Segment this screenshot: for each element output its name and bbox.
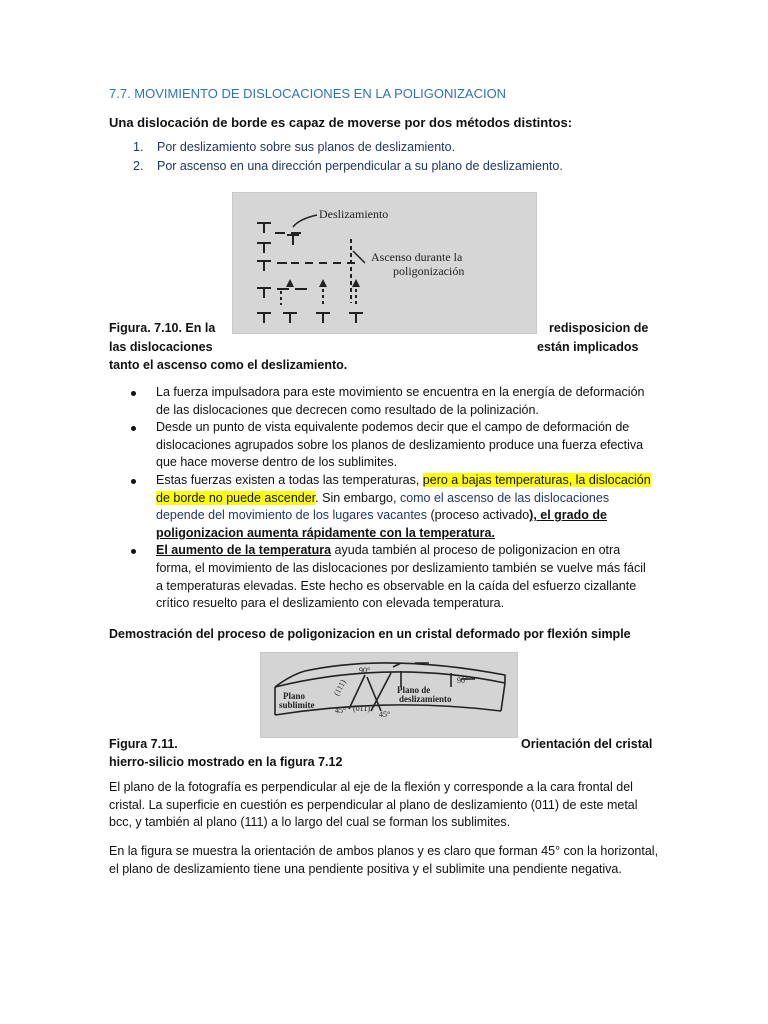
list-item: Estas fuerzas existen a todas las temperaturas, pero a bajas temperaturas, la dislocación de borde no puede ascender. Sin embargo, como el ascenso de las dislocaciones depende del movimiento de los lugares vacantes (proceso activado), el grado de poligonizacion aumenta rápidamente con la temperatura. (109, 472, 654, 542)
methods-list (109, 140, 563, 178)
section-heading: 7.7. MOVIMIENTO DE DISLOCACIONES EN LA POLIGONIZACION (109, 86, 507, 101)
fig2-plano-label-1: Plano (283, 691, 306, 701)
fig2-angle-90b: 90° (457, 676, 469, 685)
fig1-caption-left-1: Figura. 7.10. En la (109, 321, 216, 335)
bullet-icon (131, 549, 136, 554)
fig1-label-slip: Deslizamiento (319, 207, 389, 221)
demo-heading: Demostración del proceso de poligonizacion en un cristal deformado por flexión simple (109, 627, 631, 641)
fig1-caption-line-3: tanto el ascenso como el deslizamiento. (109, 358, 348, 372)
list-item: La fuerza impulsadora para este movimiento se encuentra en la energía de deformación de las dislocaciones que decrecen como resultado de la polinización. (109, 384, 654, 419)
underlined-text: ), el grado de poligonizacion aumenta rápidamente con la temperatura. (156, 508, 607, 540)
fig2-angle-45a: 45° (335, 706, 347, 715)
dislocation-diagram (233, 193, 536, 333)
bullet-icon (131, 479, 136, 484)
blue-text: como el ascenso de las dislocaciones depende del movimiento de los lugares vacantes (156, 490, 610, 523)
fig2-index-111: (111) (332, 678, 348, 698)
fig2-caption-right: Orientación del cristal (521, 737, 653, 751)
list-item: Desde un punto de vista equivalente podemos decir que el campo de deformación de dislocaciones agrupados sobre los planos de deslizamiento produce una fuerza efectiva que hace moverse dentro de los sublimites. (109, 419, 654, 472)
crystal-orientation-diagram (261, 653, 517, 737)
fig1-caption-right-1: redisposicion de (549, 321, 649, 335)
fig1-caption-right-2: están implicados (537, 340, 639, 354)
fig2-caption-line-2: hierro-silicio mostrado en la figura 7.12 (109, 755, 343, 769)
list-item: El aumento de la temperatura ayuda también al proceso de poligonizacion en otra forma, el movimiento de las dislocaciones por deslizamiento también se vuelve más fácil a temperaturas elevadas. Este hecho es observable en la caída del esfuerzo cizallante crítico resuelto para el deslizamiento con elevada temperatura. (109, 542, 654, 612)
figure-7-10-image (232, 192, 537, 334)
fig1-label-climb-1: Ascenso durante la (371, 250, 463, 264)
fig1-caption-left-2: las dislocaciones (109, 340, 213, 354)
figure-7-11-image (260, 652, 518, 738)
paragraph-2: En la figura se muestra la orientación de ambos planos y es claro que forman 45° con la horizontal, el plano de deslizamiento tiene una pendiente positiva y el sublimite una pendiente negativa. (109, 844, 659, 876)
fig2-desl-label-1: Plano de (397, 685, 431, 695)
highlighted-text: pero a bajas temperaturas, la dislocación de borde no puede ascender (156, 472, 651, 505)
fig2-angle-90a: 90° (359, 666, 371, 675)
fig1-label-climb-2: poligonización (393, 264, 465, 278)
intro-text: Una dislocación de borde es capaz de moverse por dos métodos distintos: (109, 115, 573, 130)
fig2-angle-45b: 45° (379, 710, 391, 719)
fig2-desl-label-2: deslizamiento (399, 694, 452, 704)
fig2-index-011: (011) (353, 704, 371, 713)
paragraph-1: El plano de la fotografía es perpendicular al eje de la flexión y corresponde a la cara frontal del cristal. La superficie en cuestión es perpendicular al plano de deslizamiento (011) de este metal bcc, y también al plano (111) a lo largo del cual se forman los sublimites. (109, 780, 638, 830)
bullet-icon (131, 391, 136, 396)
list-item: 1. Por deslizamiento sobre sus planos de deslizamiento. (133, 140, 456, 154)
fig2-caption-left: Figura 7.11. (109, 737, 178, 751)
bullet-icon (131, 426, 136, 431)
list-item: 2. Por ascenso en una dirección perpendicular a su plano de deslizamiento. (133, 159, 563, 173)
underlined-text: El aumento de la temperatura (156, 543, 332, 558)
fig2-plano-label-2: sublimite (279, 700, 315, 710)
bullet-list (109, 384, 654, 613)
